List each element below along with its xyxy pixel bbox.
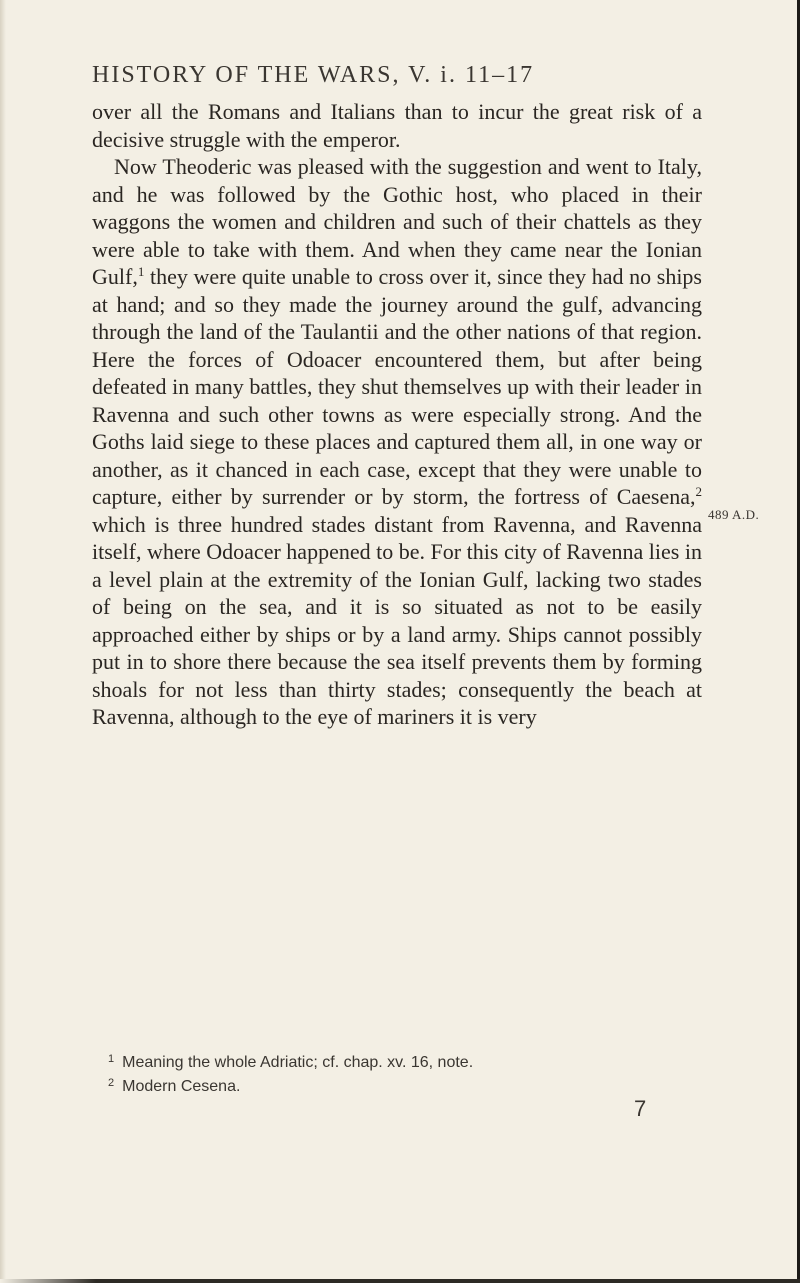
footnote-marker: 1 [137,264,145,279]
paragraph-text: Now Theoderic was pleased with the suggestion and went to Italy, and he was followed by the Gothic host, who placed in their waggons the women and children and such of their chattels as they were able to take with them. And when they came near the Ionian Gulf, [92,154,702,289]
footnote-marker: 2 [695,484,702,499]
body-text [92,98,702,731]
margin-date-note: 489 A.D. [708,507,760,522]
paragraph-text: they were quite unable to cross over it, since they had no ships at hand; and so they made the journey around the gulf, advancing through the land of the Taulantii and the other nations of that region. Here the forces of Odoacer encountered them, but after being defeated in many battles, they shut themselves up with their leader in Ravenna and such other towns as were especially strong. And the Goths laid siege to these places and captured them all, in one way or another, as it chanced in each case, except that they were unable to capture, either by surrender or by storm, the fortress of Caesena, [92,264,702,509]
footnote [108,1073,702,1097]
page-edge-shadow [0,0,6,1283]
paragraph [92,98,702,153]
page-number: 7 [634,1096,647,1121]
footnote-number: 1 [108,1053,115,1065]
footnotes [108,1049,702,1097]
paragraph [92,153,702,731]
page-bottom-edge [0,1279,800,1283]
paragraph-text: over all the Romans and Italians than to incur the great risk of a decisive struggle with the emperor. [92,99,702,152]
footnote-number: 2 [108,1077,115,1089]
footnote-text: Meaning the whole Adriatic; cf. chap. xv. 16, note. [122,1054,474,1071]
paragraph-text: which is three hundred stades distant from Ravenna, and Ravenna itself, where Odoacer happened to be. For this city of Ravenna lies in a level plain at the extremity of the Ionian Gulf, lacking two stades of being on the sea, and it is so situated as not to be easily approached either by ships or by a land army. Ships cannot possibly put in to shore there because the sea itself prevents them by forming shoals for not less than thirty stades; consequently the beach at Ravenna, although to the eye of mariners it is very [92,511,702,729]
footnote [108,1049,702,1073]
footnote-text: Modern Cesena. [122,1078,241,1095]
running-head: HISTORY OF THE WARS, V. i. 11–17 [92,62,535,88]
